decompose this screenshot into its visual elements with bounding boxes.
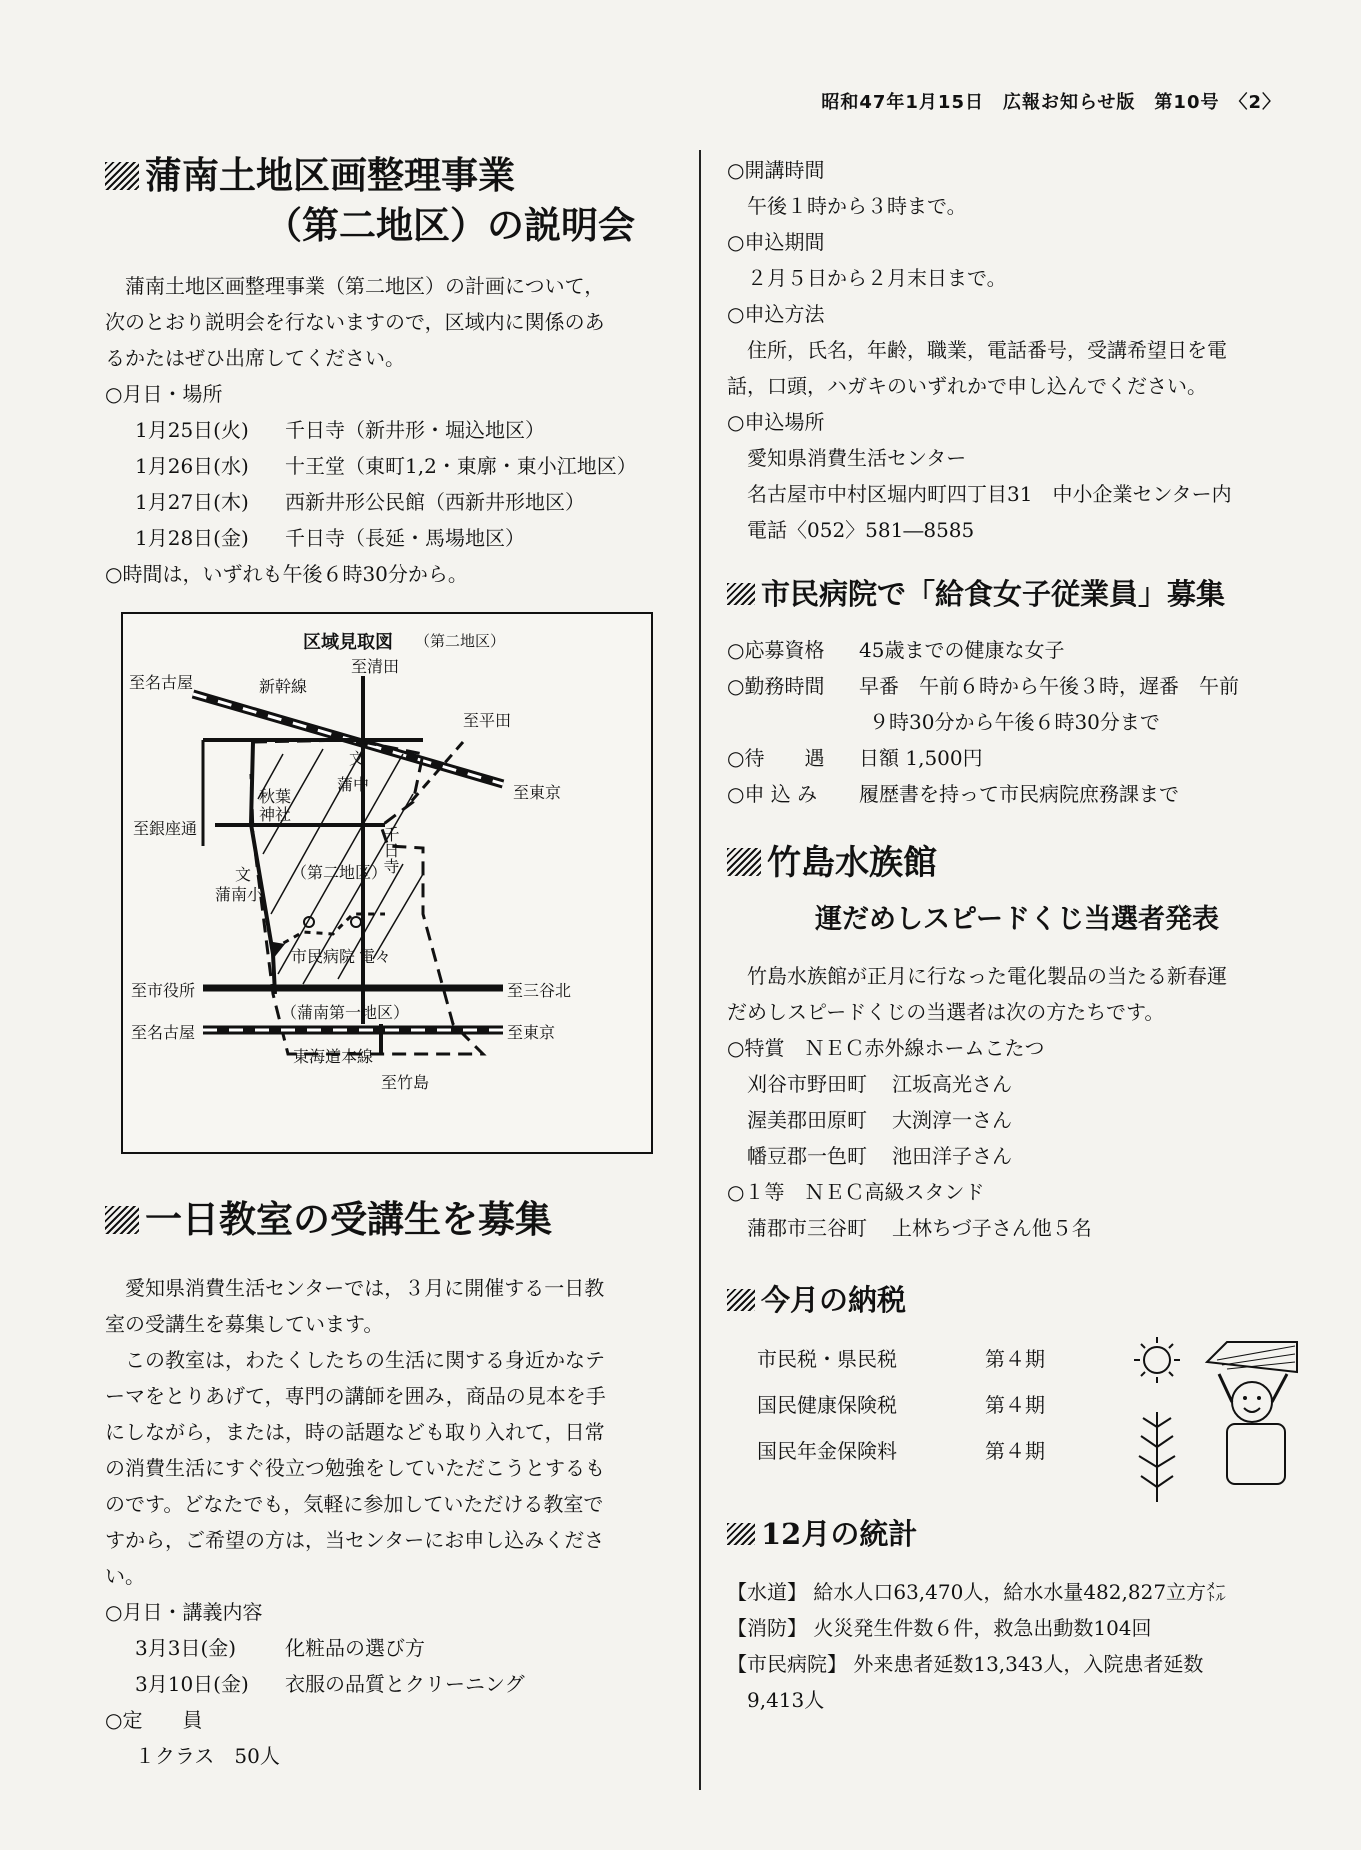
column-divider: [699, 150, 701, 1790]
article1-intro-2: 次のとおり説明会を行ないますので，区域内に関係のあ: [105, 310, 605, 334]
map-label: （第二地区）: [291, 863, 388, 882]
map-label: 蒲中: [337, 775, 370, 794]
map-title: 区域見取図: [303, 632, 393, 653]
article2-para: にしながら，または，時の話題なども取り入れて，日常: [105, 1420, 605, 1444]
map-label: 至名古屋: [131, 1023, 196, 1042]
hatch-mark-icon: [727, 583, 755, 605]
article5-title: 今月の納税: [727, 1280, 1307, 1320]
lecture-row: 3月10日(金) 衣服の品質とクリーニング: [135, 1672, 525, 1696]
hatch-mark-icon: [727, 1523, 755, 1545]
map-label: 電々: [359, 947, 392, 966]
article4-subtitle: 運だめしスピードくじ当選者発表: [815, 904, 1219, 935]
method-text: 話，口頭，ハガキのいずれかで申し込んでください。: [727, 374, 1207, 398]
cheering-child-illustration: [1127, 1332, 1307, 1512]
article6-title: 12月の統計: [727, 1514, 1307, 1554]
place-line: 電話〈052〉581―8585: [747, 518, 975, 542]
article1-subtitle: （第二地区）の説明会: [265, 203, 635, 247]
hatch-mark-icon: [105, 162, 139, 190]
time-note: ○時間は，いずれも午後６時30分から。: [105, 562, 468, 586]
article2-para: のです。どなたでも，気軽に参加していただける教室で: [105, 1492, 604, 1516]
article1-intro-3: るかたはぜひ出席してください。: [105, 346, 405, 370]
recruit-row: ○勤務時間 早番 午前６時から午後３時，遅番 午前: [727, 674, 1239, 698]
map-label: 市民病院: [291, 947, 356, 966]
prize-first: ○１等 ＮＥＣ高級スタンド: [727, 1180, 985, 1204]
map-label: 文: [235, 865, 252, 884]
time-heading: ○開講時間: [727, 158, 825, 182]
map-label: 神社: [259, 805, 292, 824]
article2-para: すから，ご希望の方は，当センターにお申し込みくださ: [105, 1528, 605, 1552]
period-value: ２月５日から２月末日まで。: [747, 266, 1007, 290]
article4-intro: 竹島水族館が正月に行なった電化製品の当たる新春運: [747, 964, 1227, 988]
map-label: 文: [349, 749, 366, 768]
article3-title: 市民病院で「給食女子従業員」募集: [727, 574, 1307, 614]
date-row: 1月26日(水) 十王堂（東町1,2・東廓・東小江地区）: [135, 454, 637, 478]
map-label: 至竹島: [381, 1073, 430, 1092]
date-row: 1月25日(火) 千日寺（新井形・堀込地区）: [135, 418, 545, 442]
recruit-row: ○申 込 み 履歴書を持って市民病院庶務課まで: [727, 782, 1179, 806]
time-value: 午後１時から３時まで。: [747, 194, 967, 218]
recruit-row: ○応募資格 45歳までの健康な女子: [727, 638, 1065, 662]
stats-row: 9,413人: [747, 1688, 825, 1712]
map-label: 至東京: [513, 783, 562, 802]
article2-para: ーマをとりあげて，専門の講師を囲み，商品の見本を手: [105, 1384, 606, 1408]
recruit-row: ○待 遇 日額 1,500円: [727, 746, 983, 770]
page-header: 昭和47年1月15日 広報お知らせ版 第10号 〈2〉: [821, 92, 1281, 113]
winner-row: 蒲郡市三谷町 上林ちづ子さん他５名: [747, 1216, 1092, 1240]
map-label: 至東京: [507, 1023, 556, 1042]
recruit-row: ９時30分から午後６時30分まで: [869, 710, 1160, 734]
article2-para: この教室は，わたくしたちの生活に関する身近かなテ: [125, 1348, 605, 1372]
tax-row: 市民税・県民税 第４期: [757, 1347, 1045, 1371]
article2-para: の消費生活にすぐ役立つ勉強をしていただこうとするも: [105, 1456, 605, 1480]
period-heading: ○申込期間: [727, 230, 825, 254]
stats-row: 【消防】 火災発生件数６件，救急出動数104回: [727, 1616, 1152, 1640]
article2-title: 一日教室の受講生を募集: [105, 1194, 680, 1244]
map-label: 至市役所: [131, 981, 196, 1000]
map-label: 秋葉: [259, 787, 292, 806]
place-line: 名古屋市中村区堀内町四丁目31 中小企業センター内: [747, 482, 1232, 506]
map-label: 蒲南小: [215, 885, 264, 904]
capacity-heading: ○定 員: [105, 1708, 203, 1732]
stats-row: 【水道】 給水人口63,470人，給水水量482,827立方㍍: [727, 1580, 1227, 1604]
prize-special: ○特賞 ＮＥＣ赤外線ホームこたつ: [727, 1036, 1045, 1060]
tax-row: 国民年金保険料 第４期: [757, 1439, 1045, 1463]
map-label: （蒲南第一地区）: [281, 1003, 410, 1022]
article2-para: 愛知県消費生活センターでは，３月に開催する一日教: [125, 1276, 605, 1300]
article2-para: い。: [105, 1564, 145, 1588]
article1-intro-1: 蒲南土地区画整理事業（第二地区）の計画について，: [125, 274, 605, 298]
place-heading: ○申込場所: [727, 410, 825, 434]
hatch-mark-icon: [105, 1206, 139, 1234]
winner-row: 幡豆郡一色町 池田洋子さん: [747, 1144, 1012, 1168]
hatch-mark-icon: [727, 1289, 755, 1311]
winner-row: 渥美郡田原町 大渕淳一さん: [747, 1108, 1012, 1132]
date-row: 1月28日(金) 千日寺（長延・馬場地区）: [135, 526, 525, 550]
map-label: 至清田: [351, 657, 400, 676]
map-label: 至銀座通: [133, 819, 198, 838]
article2-para: 室の受講生を募集しています。: [105, 1312, 384, 1336]
map-label: 至名古屋: [129, 673, 194, 692]
hatch-mark-icon: [727, 848, 761, 876]
district-map: [121, 612, 653, 1154]
method-heading: ○申込方法: [727, 302, 825, 326]
right-column: [727, 152, 1307, 1718]
lecture-heading: ○月日・講義内容: [105, 1600, 263, 1624]
capacity-value: １クラス 50人: [135, 1744, 280, 1768]
winner-row: 刈谷市野田町 江坂高光さん: [747, 1072, 1012, 1096]
article4-title: 竹島水族館: [727, 838, 1307, 888]
left-column: [105, 150, 680, 1774]
date-heading: ○月日・場所: [105, 382, 223, 406]
date-row: 1月27日(木) 西新井形公民館（西新井形地区）: [135, 490, 585, 514]
stats-row: 【市民病院】 外来患者延数13,343人，入院患者延数: [727, 1652, 1204, 1676]
stats-list: [727, 1574, 1307, 1718]
map-label: 至三谷北: [507, 981, 572, 1000]
map-label: 千日寺: [381, 826, 400, 874]
tax-row: 国民健康保険税 第４期: [757, 1393, 1045, 1417]
map-label: 東海道本線: [293, 1047, 374, 1066]
place-line: 愛知県消費生活センター: [747, 446, 967, 470]
map-label: 至平田: [463, 711, 512, 730]
map-subtitle: （第二地区）: [415, 632, 506, 650]
article4-intro: だめしスピードくじの当選者は次の方たちです。: [727, 1000, 1165, 1024]
map-label: 新幹線: [259, 677, 308, 696]
lecture-row: 3月3日(金) 化粧品の選び方: [135, 1636, 425, 1660]
article1-title: 蒲南土地区画整理事業: [105, 150, 680, 200]
method-text: 住所，氏名，年齢，職業，電話番号，受講希望日を電: [747, 338, 1227, 362]
